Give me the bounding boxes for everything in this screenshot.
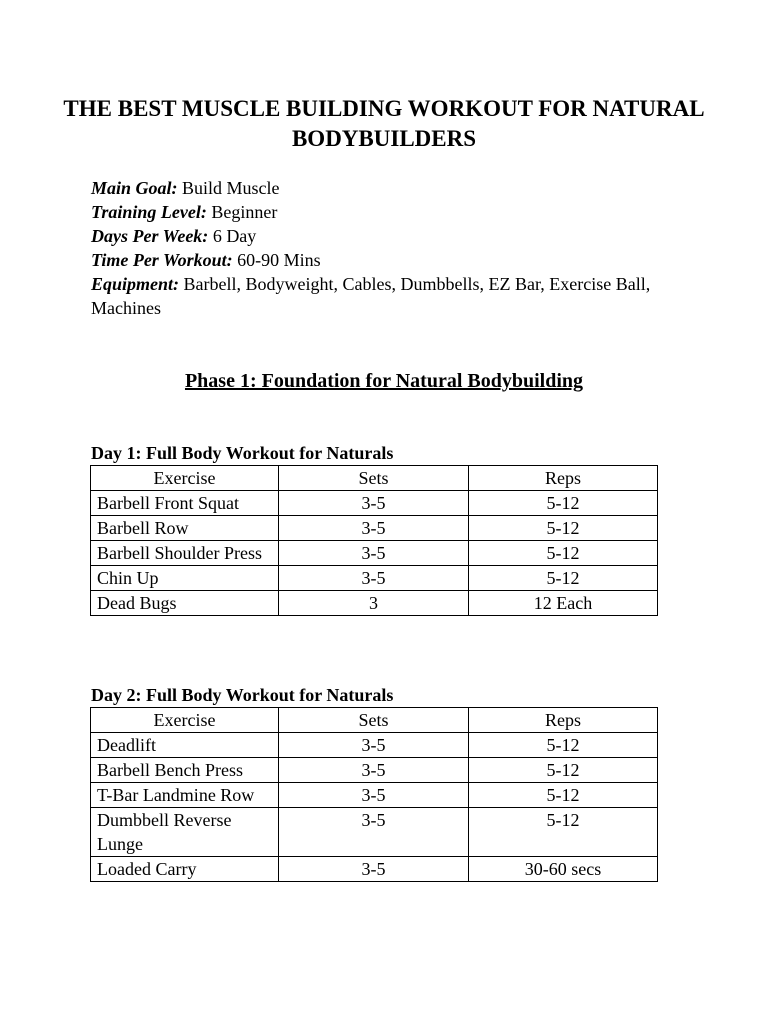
cell-exercise: Dead Bugs <box>91 591 279 616</box>
header-sets: Sets <box>279 708 469 733</box>
cell-sets: 3-5 <box>279 808 469 857</box>
day-2-title: Day 2: Full Body Workout for Naturals <box>91 685 394 705</box>
header-reps: Reps <box>469 708 658 733</box>
header-exercise: Exercise <box>91 708 279 733</box>
cell-reps: 5-12 <box>469 491 658 516</box>
day-1-table <box>90 465 658 616</box>
cell-exercise: Barbell Front Squat <box>91 491 279 516</box>
table-row <box>91 591 658 616</box>
meta-value: 60-90 Mins <box>237 250 321 270</box>
table-header-row <box>91 466 658 491</box>
cell-reps: 5-12 <box>469 541 658 566</box>
table-row <box>91 758 658 783</box>
meta-value: 6 Day <box>212 226 257 246</box>
document-title: THE BEST MUSCLE BUILDING WORKOUT FOR NATURAL BODYBUILDERS <box>63 96 705 151</box>
meta-value: Beginner <box>211 202 278 222</box>
cell-exercise: Barbell Shoulder Press <box>91 541 279 566</box>
cell-sets: 3-5 <box>279 758 469 783</box>
table-row <box>91 783 658 808</box>
meta-value: Barbell, Bodyweight, Cables, Dumbbells, EZ Bar, Exercise Ball, Machines <box>91 274 651 318</box>
cell-sets: 3-5 <box>279 733 469 758</box>
cell-sets: 3-5 <box>279 541 469 566</box>
day-2-table <box>90 707 658 882</box>
meta-value: Build Muscle <box>182 178 280 198</box>
cell-exercise: Deadlift <box>91 733 279 758</box>
meta-label: Equipment: <box>91 274 180 294</box>
cell-exercise: Barbell Row <box>91 516 279 541</box>
cell-sets: 3 <box>279 591 469 616</box>
table-row <box>91 566 658 591</box>
meta-main-goal <box>91 176 691 200</box>
meta-label: Main Goal: <box>91 178 178 198</box>
cell-exercise: Dumbbell Reverse Lunge <box>91 808 279 857</box>
meta-label: Time Per Workout: <box>91 250 233 270</box>
meta-time-per-workout <box>91 248 691 272</box>
cell-reps: 5-12 <box>469 733 658 758</box>
meta-label: Days Per Week: <box>91 226 209 246</box>
meta-label: Training Level: <box>91 202 207 222</box>
table-row <box>91 808 658 857</box>
cell-exercise: T-Bar Landmine Row <box>91 783 279 808</box>
header-sets: Sets <box>279 466 469 491</box>
header-exercise: Exercise <box>91 466 279 491</box>
table-row <box>91 516 658 541</box>
meta-training-level <box>91 200 691 224</box>
cell-reps: 5-12 <box>469 808 658 857</box>
header-reps: Reps <box>469 466 658 491</box>
cell-reps: 5-12 <box>469 783 658 808</box>
cell-sets: 3-5 <box>279 857 469 882</box>
meta-days-per-week <box>91 224 691 248</box>
cell-exercise: Loaded Carry <box>91 857 279 882</box>
cell-reps: 5-12 <box>469 516 658 541</box>
cell-exercise: Chin Up <box>91 566 279 591</box>
cell-reps: 5-12 <box>469 758 658 783</box>
cell-sets: 3-5 <box>279 783 469 808</box>
table-row <box>91 857 658 882</box>
phase-title: Phase 1: Foundation for Natural Bodybuilding <box>184 370 584 392</box>
cell-reps: 30-60 secs <box>469 857 658 882</box>
meta-equipment <box>91 272 691 320</box>
table-row <box>91 541 658 566</box>
cell-sets: 3-5 <box>279 516 469 541</box>
cell-reps: 12 Each <box>469 591 658 616</box>
day-1-title: Day 1: Full Body Workout for Naturals <box>91 443 394 463</box>
table-header-row <box>91 708 658 733</box>
cell-reps: 5-12 <box>469 566 658 591</box>
cell-sets: 3-5 <box>279 566 469 591</box>
cell-exercise: Barbell Bench Press <box>91 758 279 783</box>
program-info <box>91 176 691 320</box>
table-row <box>91 491 658 516</box>
cell-sets: 3-5 <box>279 491 469 516</box>
table-row <box>91 733 658 758</box>
